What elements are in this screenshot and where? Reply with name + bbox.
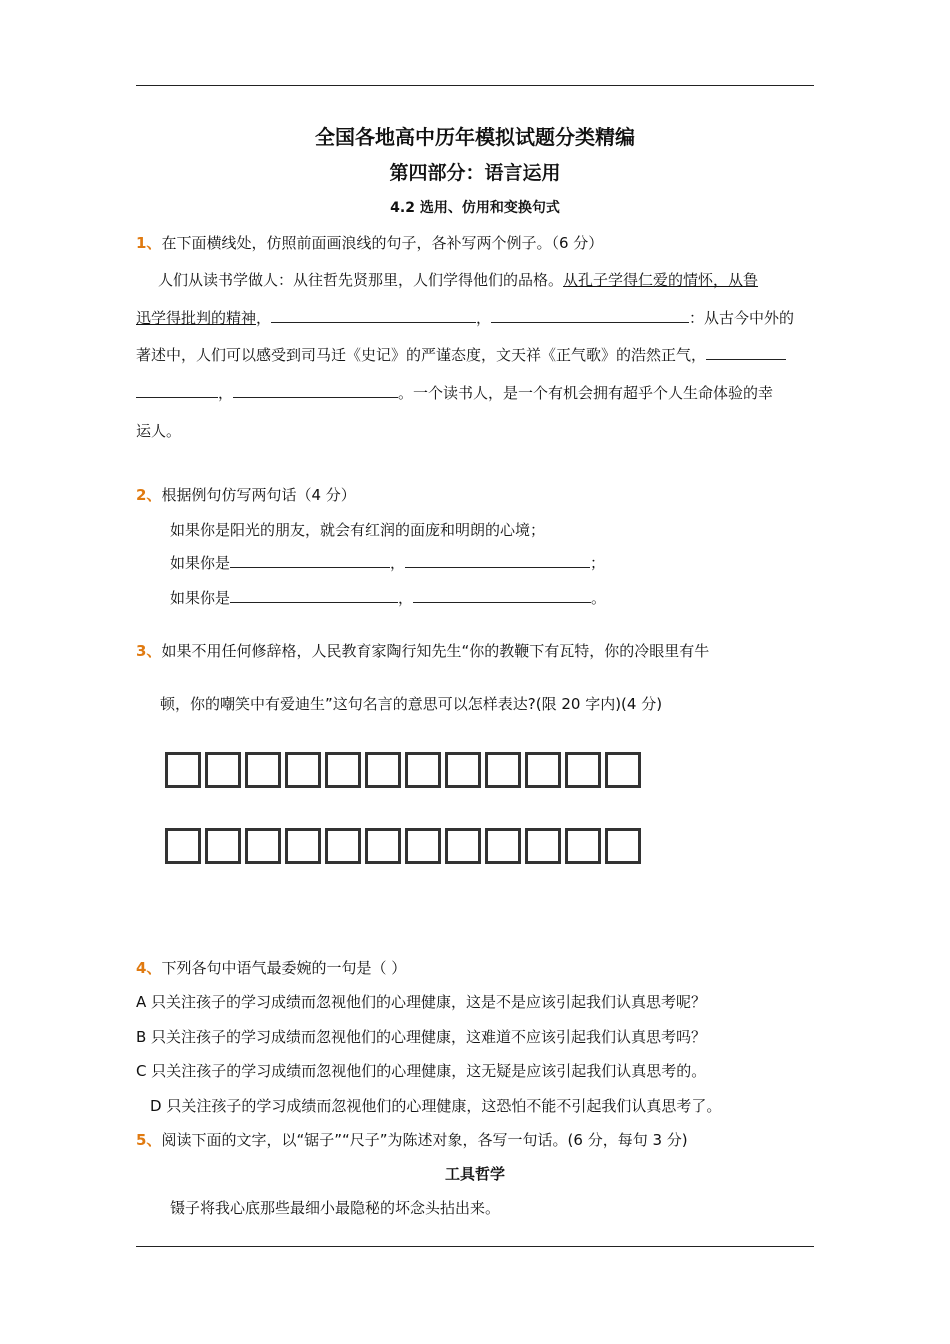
- q4-prompt-text: 下列各句中语气最委婉的一句是（ ）: [161, 959, 407, 977]
- q2-line-1-end: ；: [590, 554, 606, 572]
- q2-blank-1a[interactable]: [230, 553, 390, 568]
- bottom-rule: [136, 1246, 814, 1247]
- q4-option-a[interactable]: A 只关注孩子的学习成绩而忽视他们的心理健康，这是不是应该引起我们认真思考呢？: [136, 993, 707, 1011]
- answer-grid-row-2: [165, 828, 645, 864]
- q5-prompt: [136, 1130, 814, 1150]
- answer-box[interactable]: [365, 752, 401, 788]
- q1-blank-1[interactable]: [271, 308, 476, 323]
- q2-number: 2、: [136, 486, 162, 504]
- q2-example: 如果你是阳光的朋友，就会有红润的面庞和明朗的心境；: [170, 521, 546, 539]
- answer-box[interactable]: [245, 752, 281, 788]
- answer-box[interactable]: [485, 828, 521, 864]
- q1-blank-4[interactable]: [233, 383, 398, 398]
- q4-number: 4、: [136, 959, 162, 977]
- answer-box[interactable]: [445, 828, 481, 864]
- answer-box[interactable]: [205, 828, 241, 864]
- q1-line-5: 运人。: [136, 422, 182, 440]
- q3-prompt-text: 如果不用任何修辞格，人民教育家陶行知先生“你的教鞭下有瓦特，你的冷眼里有牛: [161, 642, 710, 660]
- q1-line-2-end: ：从古今中外的: [689, 309, 795, 327]
- answer-box[interactable]: [165, 752, 201, 788]
- answer-grid-row-1: [165, 752, 645, 788]
- q2-blank-2a[interactable]: [230, 588, 398, 603]
- q5-number: 5、: [136, 1131, 162, 1149]
- answer-box[interactable]: [325, 752, 361, 788]
- answer-box[interactable]: [205, 752, 241, 788]
- q1-prompt-text: 在下面横线处，仿照前面画浪线的句子，各补写两个例子。（6 分）: [161, 234, 604, 252]
- q5-subtitle: 工具哲学: [444, 1165, 505, 1183]
- q2-prompt: [136, 485, 814, 505]
- q1-line-4: [136, 383, 814, 403]
- q1-prompt: [136, 233, 814, 253]
- q1-line-2: [136, 308, 814, 328]
- answer-box[interactable]: [605, 828, 641, 864]
- q2-blank-2b[interactable]: [413, 588, 591, 603]
- answer-box[interactable]: [165, 828, 201, 864]
- answer-box[interactable]: [405, 828, 441, 864]
- q2-line-2-start: 如果你是: [170, 589, 231, 607]
- q5-prompt-text: 阅读下面的文字，以“锯子”“尺子”为陈述对象，各写一句话。(6 分，每句 3 分): [161, 1131, 688, 1149]
- answer-box[interactable]: [565, 828, 601, 864]
- answer-box[interactable]: [405, 752, 441, 788]
- answer-box[interactable]: [525, 752, 561, 788]
- q1-wavy-example-b: 迅学得批判的精神: [136, 309, 257, 327]
- part-title: 第四部分：语言运用: [389, 162, 561, 184]
- answer-box[interactable]: [365, 828, 401, 864]
- q1-wavy-example-a: 从孔子学得仁爱的情怀，从鲁: [563, 271, 759, 289]
- q2-answer-line-2: [136, 588, 814, 608]
- q3-prompt-2: 顿，你的嘲笑中有爱迪生”这句名言的意思可以怎样表达?(限 20 字内)(4 分): [160, 695, 663, 713]
- q4-option-d[interactable]: D 只关注孩子的学习成绩而忽视他们的心理健康，这恐怕不能不引起我们认真思考了。: [150, 1097, 722, 1115]
- q1-line-3: [136, 345, 814, 365]
- answer-box[interactable]: [245, 828, 281, 864]
- answer-box[interactable]: [485, 752, 521, 788]
- q5-passage: 镊子将我心底那些最细小最隐秘的坏念头拈出来。: [170, 1199, 501, 1217]
- q2-answer-line-1: [136, 553, 814, 573]
- q1-line-4-end: 。一个读书人，是一个有机会拥有超乎个人生命体验的幸: [398, 384, 774, 402]
- q2-blank-1b[interactable]: [405, 553, 590, 568]
- q2-comma: ，: [390, 554, 406, 572]
- q1-number: 1、: [136, 234, 162, 252]
- q1-line-1-text: 人们从读书学做人：从往哲先贤那里，人们学得他们的品格。: [158, 271, 564, 289]
- answer-box[interactable]: [565, 752, 601, 788]
- q1-line-1: [136, 270, 814, 290]
- q2-line-1-start: 如果你是: [170, 554, 231, 572]
- q1-blank-3a[interactable]: [706, 345, 786, 360]
- q1-blank-3b[interactable]: [136, 383, 218, 398]
- q1-comma: ，: [256, 309, 272, 327]
- q4-option-b[interactable]: B 只关注孩子的学习成绩而忽视他们的心理健康，这难道不应该引起我们认真思考吗？: [136, 1028, 707, 1046]
- top-rule: [136, 85, 814, 86]
- answer-box[interactable]: [285, 828, 321, 864]
- q4-option-c[interactable]: C 只关注孩子的学习成绩而忽视他们的心理健康，这无疑是应该引起我们认真思考的。: [136, 1062, 707, 1080]
- answer-box[interactable]: [445, 752, 481, 788]
- q1-comma: ，: [218, 384, 234, 402]
- q1-blank-2[interactable]: [491, 308, 689, 323]
- q1-line-3-text: 著述中，人们可以感受到司马迁《史记》的严谨态度，文天祥《正气歌》的浩然正气，: [136, 346, 707, 364]
- answer-box[interactable]: [525, 828, 561, 864]
- q4-prompt: [136, 958, 814, 978]
- q3-prompt-1: [136, 641, 814, 661]
- answer-box[interactable]: [325, 828, 361, 864]
- q3-number: 3、: [136, 642, 162, 660]
- answer-box[interactable]: [605, 752, 641, 788]
- q2-line-2-end: 。: [591, 589, 607, 607]
- q1-comma: ，: [476, 309, 492, 327]
- answer-box[interactable]: [285, 752, 321, 788]
- q2-prompt-text: 根据例句仿写两句话（4 分）: [161, 486, 356, 504]
- doc-title: 全国各地高中历年模拟试题分类精编: [315, 125, 635, 149]
- section-title: 4.2 选用、仿用和变换句式: [390, 200, 560, 216]
- q2-comma: ，: [398, 589, 414, 607]
